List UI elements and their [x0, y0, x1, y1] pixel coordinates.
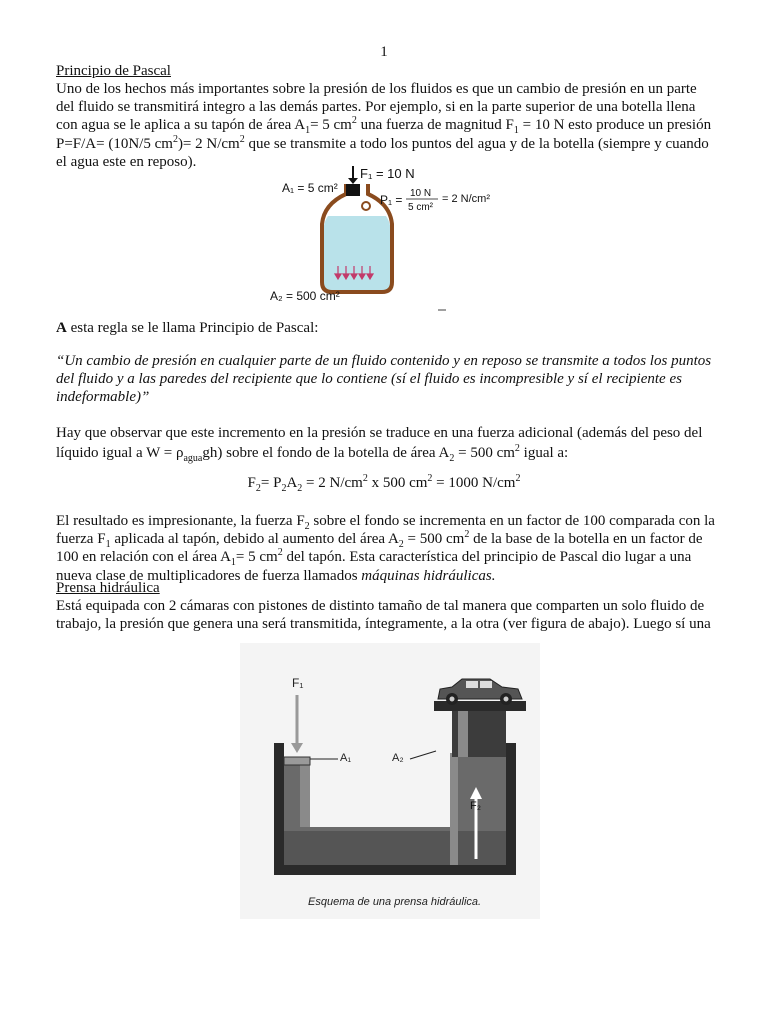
pressure-result: = 2 N/cm²: [442, 193, 490, 205]
pressure-gauge: [362, 202, 370, 210]
paragraph-result: El resultado es impresionante, la fuerza $F_2$ sobre el fondo se incrementa en un factor de 100 comparada con la fuerza $F_1$ aplicada al tapón, debido al aumento del área $A_2 = 500$ $cm^2$ de la base de la botella en un factor de 100 en relación con el área $A_1= 5$ $cm^2$ del tapón. Esta característica del principio de Pascal dio lugar a una nueva clase de multiplicadores de fuerza llamados máquinas hidráulicas.: [56, 513, 715, 584]
heading-prensa-hidraulica: Prensa hidráulica: [56, 580, 160, 596]
hydraulic-press-figure: [240, 643, 540, 919]
bottle-water: [322, 216, 392, 292]
f1-label: F₁: [292, 676, 304, 690]
force-label: F₁ = 10 N: [360, 166, 415, 181]
paragraph-additional-force: Hay que observar que este incremento en la presión se traduce en una fuerza adicional (además del peso del líquido igual a $W = \rho_{agua}gh$) sobre el fondo de la botella de área $A_2 = 500$ $cm^2$ igual a:: [56, 425, 703, 464]
bottle-figure: [262, 164, 512, 316]
figure-caption: Esquema de una prensa hidráulica.: [308, 896, 482, 908]
intro-paragraph: Uno de los hechos más importantes sobre la presión de los fluidos es que un cambio de presión en un parte del fluido se transmitirá integro a las demás partes. Por ejemplo, si en la parte superior de una botella llena con agua se le aplica a su tapón de área $A_1= 5$ $cm^2$ una fuerza de magnitud $F_1 = 10$ N esto produce un presión P=F/A= (10N/5 $cm^2)= 2$ $N/cm^2$ que se transmite a todo los puntos del agua y de la botella (siempre y cuando el agua este en reposo).: [56, 81, 712, 170]
pascal-quote: “Un cambio de presión en cualquier parte de un fluido contenido y en reposo se transmite a todos los puntos del fluido y a las paredes del recipiente que lo contiene (sí el fluido es incompresible y sí el recipiente es indeformable)”: [56, 353, 712, 406]
area2-label: A₂ = 500 cm²: [270, 289, 340, 303]
rule-intro: A esta regla se le llama Principio de Pascal:: [56, 320, 319, 336]
a2-label: A₂: [392, 752, 404, 764]
heading-principio-de-pascal: Principio de Pascal: [56, 63, 171, 79]
paragraph-prensa: Está equipada con 2 cámaras con pistones de distinto tamaño de tal manera que comparten un solo fluido de trabajo, la presión que genera una será transmitida, íntegramente, a la otra (ver figura de abajo). Luego sí una: [56, 598, 711, 633]
pressure-label: P₁ =: [380, 193, 403, 207]
pressure-frac-num: 10 N: [410, 188, 432, 199]
page-number: 1: [380, 44, 388, 60]
a1-label: A₁: [340, 752, 352, 764]
area1-label: A₁ = 5 cm²: [282, 181, 338, 195]
f2-label: F₂: [470, 800, 481, 812]
bottle-cap: [346, 184, 360, 196]
pressure-frac-den: 5 cm²: [408, 202, 433, 213]
force-equation: $F_2= P_2A_2 = 2$ $N/cm^2$ x 500 $cm^2 = 1000$ $N/cm^2$: [247, 473, 521, 494]
small-piston: [284, 757, 310, 765]
